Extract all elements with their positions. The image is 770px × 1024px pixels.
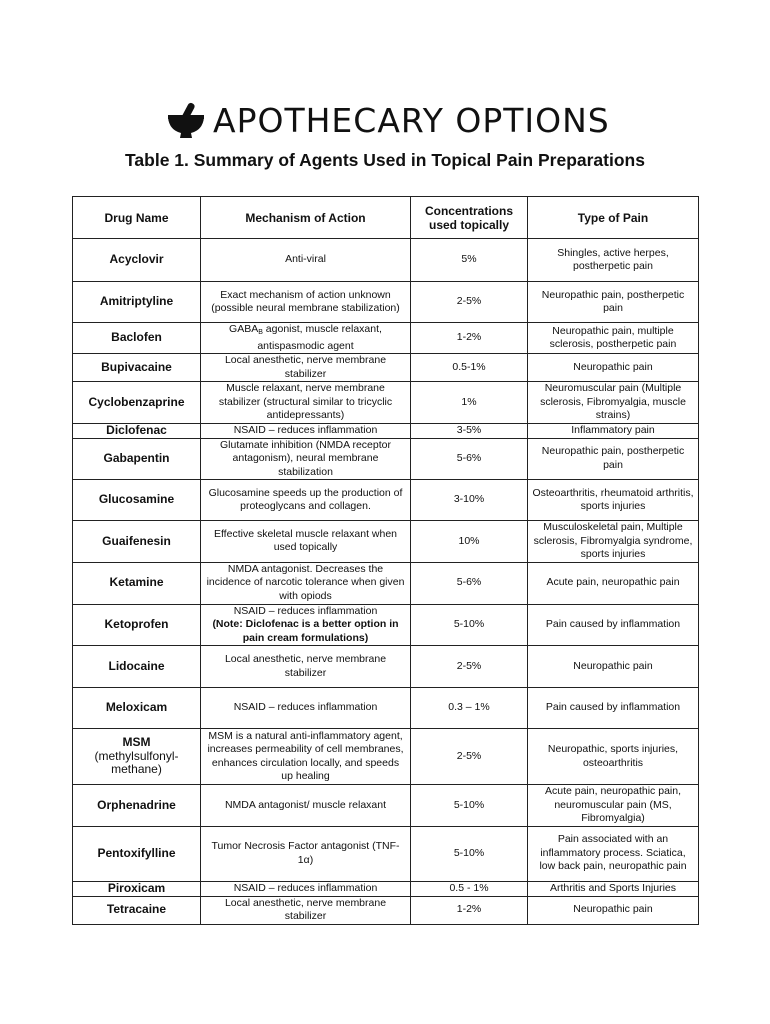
table-row <box>73 521 699 563</box>
pain-type: Neuropathic pain <box>528 354 699 382</box>
drug-name: Meloxicam <box>73 688 201 729</box>
concentration: 5-6% <box>411 438 528 480</box>
brand-name: APOTHECARY OPTIONS <box>213 100 610 140</box>
drug-name: Ketamine <box>73 562 201 604</box>
drug-name: Orphenadrine <box>73 785 201 827</box>
table-title: Table 1. Summary of Agents Used in Topical Pain Preparations <box>125 150 645 170</box>
pain-type: Neuromuscular pain (Multiple sclerosis, Fibromyalgia, muscle strains) <box>528 382 699 424</box>
concentration: 5-10% <box>411 604 528 646</box>
table-row <box>73 562 699 604</box>
pain-type: Osteoarthritis, rheumatoid arthritis, sports injuries <box>528 480 699 521</box>
pain-type: Arthritis and Sports Injuries <box>528 881 699 896</box>
mechanism: Local anesthetic, nerve membrane stabilizer <box>201 896 411 924</box>
table-row <box>73 646 699 688</box>
mechanism: MSM is a natural anti-inflammatory agent, increases permeability of cell membranes, enhances circulation locally, and speeds up healing <box>201 729 411 785</box>
pain-type: Pain associated with an inflammatory process. Sciatica, low back pain, neuropathic pain <box>528 826 699 881</box>
concentration: 0.3 – 1% <box>411 688 528 729</box>
table-row <box>73 785 699 827</box>
pain-type: Neuropathic pain, postherpetic pain <box>528 438 699 480</box>
pain-type: Neuropathic pain, postherpetic pain <box>528 282 699 323</box>
pain-type: Pain caused by inflammation <box>528 688 699 729</box>
table-row <box>73 323 699 354</box>
mechanism: NSAID – reduces inflammation <box>201 881 411 896</box>
concentration: 2-5% <box>411 729 528 785</box>
mechanism: NSAID – reduces inflammation <box>201 688 411 729</box>
table-row <box>73 239 699 282</box>
column-header-mechanism: Mechanism of Action <box>201 197 411 239</box>
table-row <box>73 423 699 438</box>
pain-type: Inflammatory pain <box>528 423 699 438</box>
drug-table <box>72 196 699 925</box>
mechanism: NMDA antagonist/ muscle relaxant <box>201 785 411 827</box>
mechanism-text: NSAID – reduces inflammation <box>233 604 378 617</box>
drug-name: Amitriptyline <box>73 282 201 323</box>
drug-name: Gabapentin <box>73 438 201 480</box>
drug-name: Bupivacaine <box>73 354 201 382</box>
drug-name: Glucosamine <box>73 480 201 521</box>
brand-logo <box>165 97 615 143</box>
column-header-concentration: Concentrations used topically <box>411 197 528 239</box>
drug-name: Ketoprofen <box>73 604 201 646</box>
table-row <box>73 382 699 424</box>
concentration: 3-10% <box>411 480 528 521</box>
column-header-pain-type: Type of Pain <box>528 197 699 239</box>
table-row <box>73 438 699 480</box>
pain-type: Musculoskeletal pain, Multiple sclerosis, Fibromyalgia syndrome, sports injuries <box>528 521 699 563</box>
gaba-label: GABA <box>229 323 259 335</box>
mechanism: Muscle relaxant, nerve membrane stabilizer (structural similar to tricyclic antidepressants) <box>201 382 411 424</box>
drug-name: Guaifenesin <box>73 521 201 563</box>
pain-type: Pain caused by inflammation <box>528 604 699 646</box>
mechanism <box>201 604 411 646</box>
mechanism: Glutamate inhibition (NMDA receptor antagonism), neural membrane stabilization <box>201 438 411 480</box>
concentration: 10% <box>411 521 528 563</box>
drug-name: Lidocaine <box>73 646 201 688</box>
table-row <box>73 282 699 323</box>
mechanism-note: (Note: Diclofenac is a better option in pain cream formulations) <box>212 618 399 644</box>
pain-type: Neuropathic pain <box>528 646 699 688</box>
table-row <box>73 688 699 729</box>
drug-name: Cyclobenzaprine <box>73 382 201 424</box>
concentration: 1-2% <box>411 323 528 354</box>
concentration: 5-10% <box>411 826 528 881</box>
pain-type: Acute pain, neuropathic pain <box>528 562 699 604</box>
concentration: 0.5-1% <box>411 354 528 382</box>
mechanism: Local anesthetic, nerve membrane stabilizer <box>201 354 411 382</box>
table-row <box>73 881 699 896</box>
mechanism: Local anesthetic, nerve membrane stabilizer <box>201 646 411 688</box>
table-row <box>73 826 699 881</box>
mechanism-text: agonist, muscle relaxant, antispasmodic agent <box>257 323 382 352</box>
mechanism: Anti-viral <box>201 239 411 282</box>
table-row <box>73 354 699 382</box>
table-row <box>73 896 699 924</box>
mechanism: Effective skeletal muscle relaxant when used topically <box>201 521 411 563</box>
drug-name: Tetracaine <box>73 896 201 924</box>
concentration: 3-5% <box>411 423 528 438</box>
drug-name-sub: (methylsulfonyl-methane) <box>94 748 179 777</box>
concentration: 1-2% <box>411 896 528 924</box>
concentration: 5% <box>411 239 528 282</box>
gaba-subscript: B <box>258 329 263 336</box>
drug-name <box>73 729 201 785</box>
drug-name: Acyclovir <box>73 239 201 282</box>
table-row <box>73 604 699 646</box>
concentration: 2-5% <box>411 646 528 688</box>
mechanism: Exact mechanism of action unknown (possible neural membrane stabilization) <box>201 282 411 323</box>
mechanism: NSAID – reduces inflammation <box>201 423 411 438</box>
mechanism: Glucosamine speeds up the production of proteoglycans and collagen. <box>201 480 411 521</box>
drug-name: Pentoxifylline <box>73 826 201 881</box>
mortar-and-pestle-icon <box>165 99 207 141</box>
table-header-row <box>73 197 699 239</box>
pain-type: Neuropathic pain, multiple sclerosis, postherpetic pain <box>528 323 699 354</box>
concentration: 5-6% <box>411 562 528 604</box>
drug-name: Diclofenac <box>73 423 201 438</box>
mechanism: Tumor Necrosis Factor antagonist (TNF-1α) <box>201 826 411 881</box>
concentration: 0.5 - 1% <box>411 881 528 896</box>
drug-name: Baclofen <box>73 323 201 354</box>
mechanism <box>201 323 411 354</box>
column-header-drug-name: Drug Name <box>73 197 201 239</box>
mechanism: NMDA antagonist. Decreases the incidence of narcotic tolerance when given with opiods <box>201 562 411 604</box>
concentration: 5-10% <box>411 785 528 827</box>
drug-name: Piroxicam <box>73 881 201 896</box>
concentration: 1% <box>411 382 528 424</box>
table-row <box>73 729 699 785</box>
pain-type: Acute pain, neuropathic pain, neuromuscular pain (MS, Fibromyalgia) <box>528 785 699 827</box>
drug-name-main: MSM <box>122 735 151 750</box>
pain-type: Neuropathic, sports injuries, osteoarthritis <box>528 729 699 785</box>
pain-type: Shingles, active herpes, postherpetic pain <box>528 239 699 282</box>
table-row <box>73 480 699 521</box>
concentration: 2-5% <box>411 282 528 323</box>
pain-type: Neuropathic pain <box>528 896 699 924</box>
